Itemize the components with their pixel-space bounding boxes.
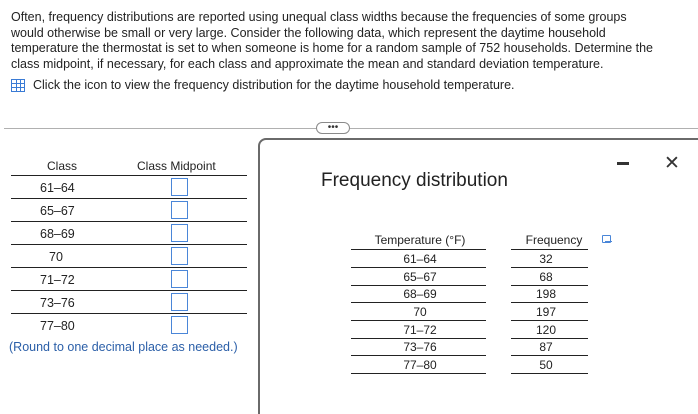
midpoint-input[interactable] [171, 293, 188, 311]
popup-title: Frequency distribution [321, 170, 508, 191]
view-table-link[interactable] [11, 78, 515, 92]
midpoint-input[interactable] [171, 201, 188, 219]
problem-line-3: temperature the thermostat is set to when someone is home for a random sample of 752 households. Determine the [11, 41, 654, 55]
problem-line-2: would otherwise be small or very large. Consider the following data, which represent the daytime household [11, 25, 606, 40]
class-cell: 65–67 [40, 204, 75, 218]
frequency-cell: 198 [535, 287, 557, 302]
close-button[interactable]: ✕ [664, 153, 680, 174]
midpoint-input[interactable] [171, 316, 188, 334]
view-table-text: Click the icon to view the frequency distribution for the daytime household temperature. [33, 78, 515, 92]
column-header-midpoint: Class Midpoint [137, 159, 216, 173]
class-cell: 77–80 [40, 319, 75, 333]
expand-button[interactable]: ••• [316, 122, 350, 134]
table-row [351, 356, 596, 374]
answer-table [9, 158, 247, 354]
table-grid-icon[interactable] [11, 79, 25, 92]
class-cell: 61–64 [40, 181, 75, 195]
frequency-cell: 50 [539, 358, 553, 373]
temperature-cell: 68–69 [403, 287, 437, 302]
minimize-button[interactable] [617, 162, 629, 165]
table-row [351, 268, 596, 286]
temperature-cell: 70 [413, 305, 427, 320]
problem-statement [11, 10, 691, 72]
table-row [351, 338, 596, 356]
frequency-table [351, 230, 596, 374]
table-row [351, 303, 596, 321]
table-row [11, 313, 247, 336]
answer-table-header [11, 158, 247, 175]
table-row [11, 221, 247, 244]
frequency-cell: 32 [539, 252, 553, 266]
problem-line-4: class midpoint, if necessary, for each class and approximate the mean and standard deviation temperature. [11, 56, 604, 71]
column-header-class: Class [47, 159, 78, 173]
frequency-cell: 197 [535, 305, 557, 320]
midpoint-input[interactable] [171, 178, 188, 196]
table-row [351, 250, 596, 268]
table-row [351, 321, 596, 339]
class-cell: 68–69 [40, 227, 75, 241]
temperature-cell: 65–67 [403, 269, 437, 284]
temperature-cell: 77–80 [403, 358, 437, 373]
midpoint-input[interactable] [171, 247, 188, 265]
midpoint-input[interactable] [171, 224, 188, 242]
table-row [11, 267, 247, 290]
rounding-hint: (Round to one decimal place as needed.) [9, 340, 238, 354]
class-cell: 70 [49, 250, 63, 264]
column-header-temperature: Temperature (°F) [374, 233, 466, 247]
column-header-frequency: Frequency [525, 233, 583, 247]
frequency-distribution-popup [258, 138, 698, 414]
temperature-cell: 73–76 [403, 340, 437, 355]
midpoint-input[interactable] [171, 270, 188, 288]
frequency-cell: 68 [539, 269, 553, 284]
class-cell: 73–76 [40, 296, 75, 310]
table-row [351, 285, 596, 303]
frequency-cell: 120 [535, 322, 557, 337]
temperature-cell: 71–72 [403, 322, 437, 337]
table-row [11, 198, 247, 221]
table-row [11, 175, 247, 198]
temperature-cell: 61–64 [403, 252, 437, 266]
class-cell: 71–72 [40, 273, 75, 287]
table-row [11, 244, 247, 267]
frequency-table-header [351, 230, 596, 250]
table-row [11, 290, 247, 313]
section-divider [4, 128, 698, 129]
copy-icon[interactable] [602, 235, 611, 243]
frequency-cell: 87 [539, 340, 553, 355]
problem-line-1: Often, frequency distributions are reported using unequal class widths because the frequencies of some groups [11, 10, 627, 24]
